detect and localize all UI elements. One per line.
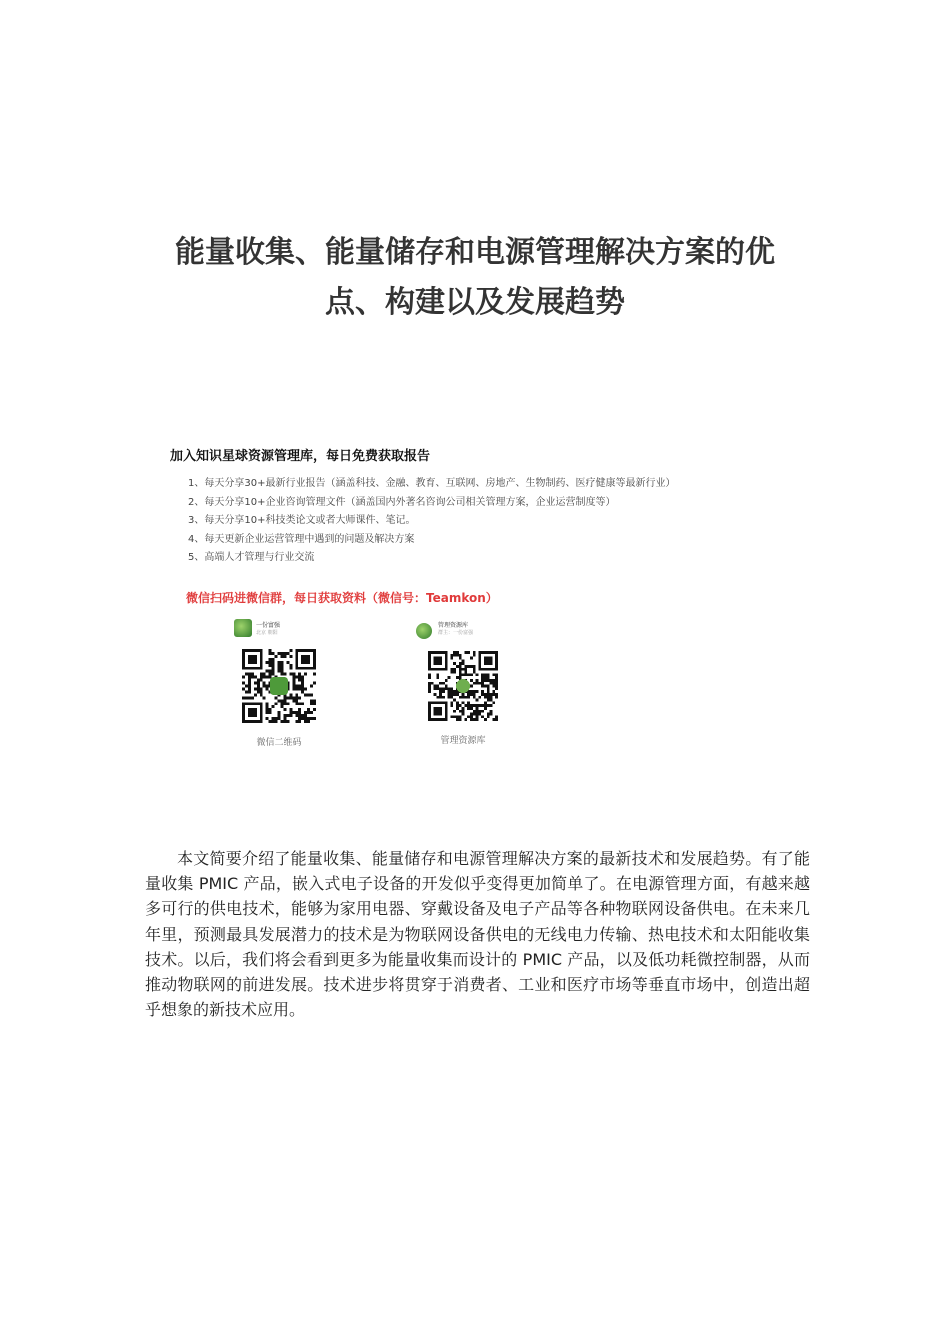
benefit-list — [188, 475, 675, 568]
benefit-item: 4、每天更新企业运营管理中遇到的问题及解决方案 — [188, 533, 415, 545]
card-name: 管理资源库 — [438, 622, 469, 629]
qr-code-icon[interactable] — [428, 651, 498, 721]
card-subtitle: 北京 朝阳 — [256, 630, 278, 636]
qr-card-group — [416, 617, 536, 752]
avatar — [416, 623, 432, 639]
qr-card-wechat — [234, 617, 354, 752]
card-header — [234, 619, 354, 641]
card-subtitle: 群主：一份富强 — [438, 630, 474, 636]
benefit-item: 3、每天分享10+科技类论文或者大师课件、笔记。 — [188, 515, 416, 526]
benefit-item: 1、每天分享30+最新行业报告（涵盖科技、金融、教育、互联网、房地产、生物制药、医疗健康等最新行业） — [188, 478, 676, 489]
benefit-item: 2、每天分享10+企业咨询管理文件（涵盖国内外著名咨询公司相关管理方案，企业运营制度等） — [188, 496, 616, 508]
title-line-1: 能量收集、能量储存和电源管理解决方案的优 — [175, 235, 775, 270]
qr-caption: 微信二维码 — [256, 738, 302, 748]
card-header — [416, 619, 536, 641]
document-title — [140, 228, 810, 328]
qr-caption: 管理资源库 — [440, 736, 486, 746]
promo-banner — [150, 435, 790, 765]
body-paragraph: 本文简要介绍了能量收集、能量储存和电源管理解决方案的最新技术和发展趋势。有了能量收集 PMIC 产品，嵌入式电子设备的开发似乎变得更加简单了。在电源管理方面，有越来越多可行的供电技术，能够为家用电器、穿戴设备及电子产品等各种物联网设备供电。在未来几年里，预测最具发展潜力的技术是为物联网设备供电的无线电力传输、热电技术和太阳能收集技术。以后，我们将会看到更多为能量收集而设计的 PMIC 产品，以及低功耗微控制器，从而推动物联网的前进发展。技术进步将贯穿于消费者、工业和医疗市场等垂直市场中，创造出超乎想象的新技术应用。 — [145, 849, 810, 1020]
wechat-cta: 微信扫码进微信群，每日获取资料（微信号：Teamkon） — [186, 591, 498, 605]
avatar — [234, 619, 252, 637]
title-line-2: 点、构建以及发展趋势 — [325, 285, 625, 320]
benefit-item: 5、高端人才管理与行业交流 — [188, 552, 315, 563]
card-name: 一份富强 — [256, 622, 281, 629]
qr-code-icon[interactable] — [242, 649, 316, 723]
promo-heading: 加入知识星球资源管理库，每日免费获取报告 — [170, 449, 431, 464]
